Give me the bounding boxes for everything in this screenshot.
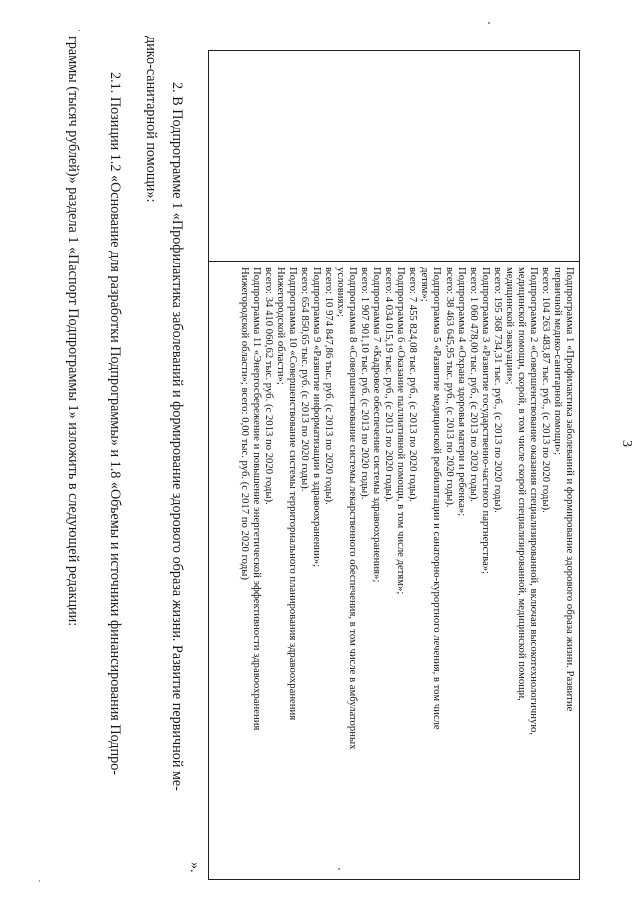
table-cell-line: Подпрограмма 7 «Кадровое обеспечение системы здравоохранения»; [371,267,384,583]
passport-table [208,50,580,880]
page-number: 3 [619,440,634,447]
table-cell-line: всего: 34 410 060,62 тыс. руб. (с 2013 по 2020 годы). [262,267,275,505]
table-cell-line: всего: 38 463 645,95 тыс. руб., (с 2013 по 2020 годы). [443,267,456,508]
table-cell-line: всего: 195 368 734,31 тыс. руб., (с 2013 по 2020 годы). [491,267,504,513]
table-cell-line: Подпрограмма 6 «Оказание паллиативной помощи, в том числе детям»; [395,267,408,595]
table-cell-line: Подпрограмма 8 «Совершенствование системы лекарственного обеспечения, в том числе в амбулаторных [347,267,360,750]
table-cell-line: Подпрограмма 11 «Энергосбережение и повышение энергетической эффективности здравоохранения [250,267,263,731]
table-cell-line: всего: 1 907 901,10 тыс. руб. (с 2013 по 2020 годы). [359,267,372,500]
paragraph-2-1-line-2: граммы (тысяч рублей)» раздела 1 «Паспорт Подпрограммы 1» изложить в следующей редакции: [65,36,81,627]
table-cell-line: первичной медико-санитарной помощи»; [551,267,564,456]
table-cell-line: всего: 4 034 015,19 тыс. руб., (с 2013 по 2020 годы). [383,267,396,503]
table-left-cell [209,51,579,262]
table-cell-line: всего: 1 060 478,00 тыс. руб., (с 2013 по 2020 годы). [467,267,480,503]
table-cell-line: Подпрограмма 4 «Охрана здоровья матери и ребенка»; [455,267,468,517]
scan-speck [39,880,40,882]
table-cell-line: детям»; [419,267,432,302]
table-cell-line: всего: 104 263 483,87 тыс. руб., (с 2013 по 2020 годы). [539,267,552,513]
table-cell-line: всего: 654 850,65 тыс. руб. (с 2013 по 2020 годы). [298,267,311,492]
table-cell-line: Подпрограмма 1 «Профилактика заболеваний и формирование здорового образа жизни. Развитие [564,267,576,712]
table-cell-line: Нижегородской области»; [274,267,287,385]
table-cell-line: медицинской помощи, скорой, в том числе скорой специализированной, медицинской помощи, [515,267,528,701]
table-cell-line: всего: 7 455 824,08 тыс. руб., (с 2013 по 2020 годы). [407,267,420,503]
scan-speck [78,30,80,31]
table-cell-line: Подпрограмма 3 «Развитие государственно-частного партнерства»; [479,267,492,575]
table-cell-line: условиях»; [335,267,348,318]
paragraph-2-line-2: дико-санитарной помощи»: [143,36,159,203]
table-cell-line: медицинской эвакуации»; [503,267,516,385]
table-cell-line: Подпрограмма 2 «Совершенствование оказания специализированной, включая высокотехнологичную, [527,267,540,735]
table-cell-line: Нижегородской области»; всего: 0,00 тыс. руб. (с 2017 по 2020 годы) [238,267,251,580]
scan-speck [338,868,340,870]
paragraph-2-1-line-1: 2.1. Позиции 1.2 «Основание для разработки Подпрограммы» и 1.8 «Объемы и источники финансирования Подпро- [107,72,123,776]
table-cell-line: Подпрограмма 5 «Развитие медицинской реабилитации и санаторно-курортного лечения, в том числе [431,267,444,730]
table-cell-line: всего: 10 974 847,86 тыс. руб. (с 2013 по 2020 годы). [323,267,336,505]
scan-speck [488,22,490,24]
table-cell-line: Подпрограмма 10 «Совершенствование системы территориального планирования здравоохранения [286,267,299,721]
table-cell-line: Подпрограмма 9 «Развитие информатизации в здравоохранении»; [311,267,324,568]
table-right-cell [209,262,579,879]
paragraph-2-line-1: 2. В Подпрограмме 1 «Профилактика заболеваний и формирование здорового образа жизни. Развитие первичной ме- [169,82,185,791]
closing-quote: ». [187,862,202,873]
